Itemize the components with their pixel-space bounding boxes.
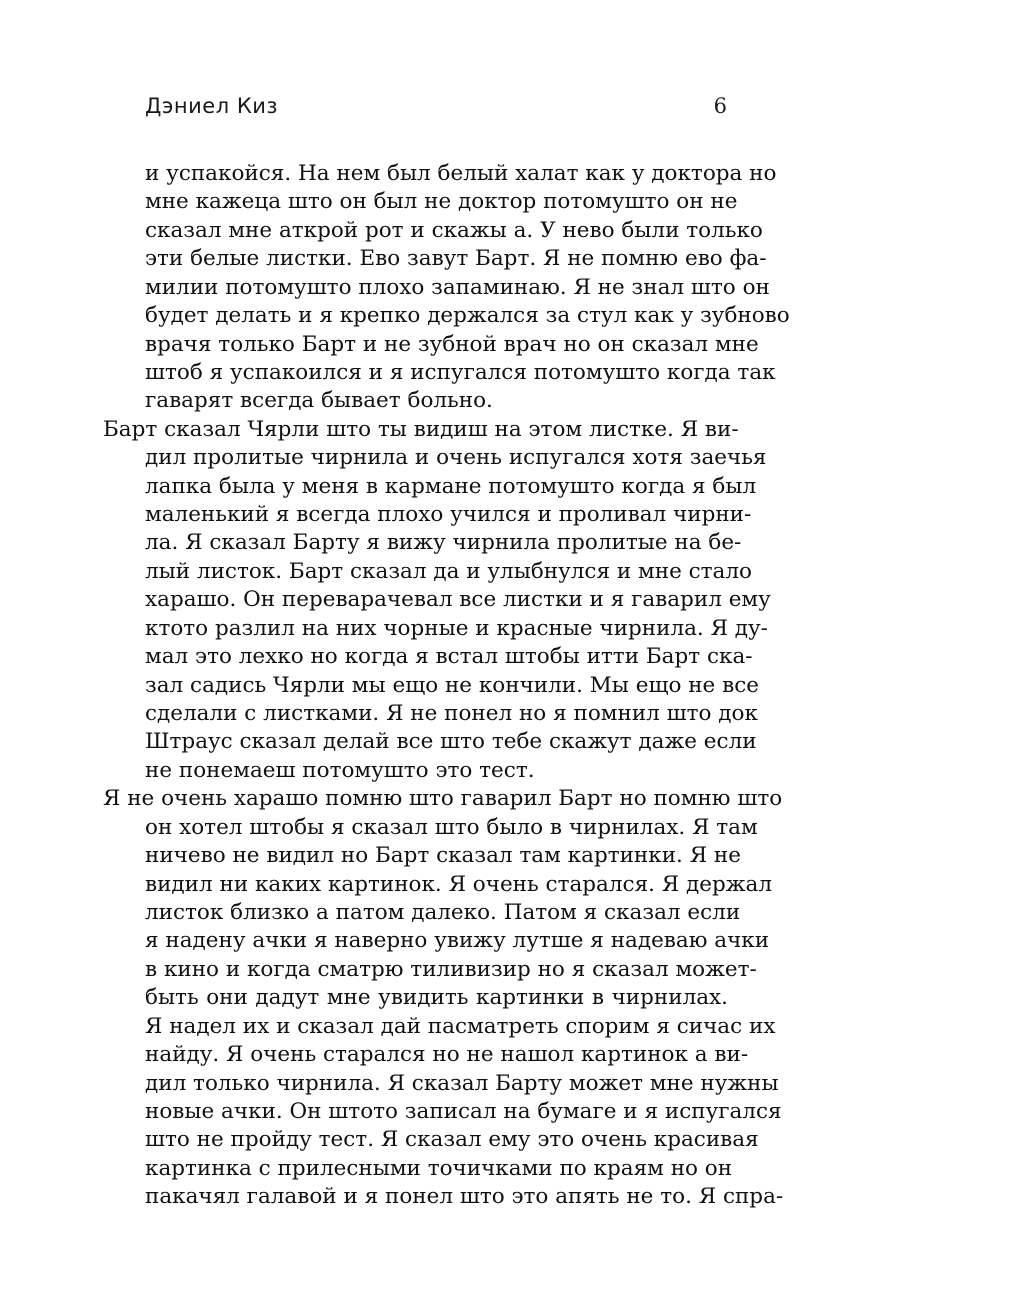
text-line: харашо. Он переварачевал все листки и я гаварил ему xyxy=(145,587,771,613)
text-line: в кино и когда сматрю тиливизир но я сказал может- xyxy=(145,956,757,982)
text-line: Я не очень харашо помню што гаварил Барт но помню што xyxy=(103,786,783,812)
text-line: дил только чирнила. Я сказал Барту может мне нужны xyxy=(145,1070,779,1096)
running-header xyxy=(0,94,1033,124)
text-line: эти белые листки. Ево завут Барт. Я не помню ево фа- xyxy=(145,246,767,272)
text-line: зал садись Чярли мы ещо не кончили. Мы ещо не все xyxy=(145,672,759,698)
paragraph xyxy=(0,785,1033,1211)
text-line: штоб я успакоился и я испугался потомушто когда так xyxy=(145,359,776,385)
text-line: мал это лехко но когда я встал штобы итти Барт ска- xyxy=(145,644,753,670)
text-line: он хотел штобы я сказал што было в чирнилах. Я там xyxy=(145,814,758,840)
text-line: ла. Я сказал Барту я вижу чирнила пролитые на бе- xyxy=(145,530,742,556)
text-line: лый листок. Барт сказал да и улыбнулся и мне стало xyxy=(145,558,752,584)
text-line: сделали с листками. Я не понел но я помнил што док xyxy=(145,701,758,727)
text-line: пакачял галавой и я понел што это апять не то. Я спра- xyxy=(145,1184,784,1210)
text-line: ктото разлил на них чорные и красные чирнила. Я ду- xyxy=(145,615,768,641)
text-line: я надену ачки я наверно увижу лутше я надеваю ачки xyxy=(145,928,770,954)
page-number: 6 xyxy=(713,94,727,118)
running-header-author: Дэниел Киз xyxy=(145,94,279,118)
text-line: быть они дадут мне увидить картинки в чирнилах. xyxy=(145,985,728,1011)
text-line: и успакойся. На нем был белый халат как у доктора но xyxy=(145,161,777,186)
text-line: лапка была у меня в кармане потомушто когда я был xyxy=(145,473,757,499)
text-line: картинка с прилесными точичками по краям но он xyxy=(145,1155,733,1181)
text-line: маленький я всегда плохо учился и проливал чирни- xyxy=(145,502,752,528)
text-line: гаварят всегда бывает больно. xyxy=(145,388,493,414)
paragraph xyxy=(0,416,1033,785)
paragraph xyxy=(0,160,1033,416)
text-line: врачя только Барт и не зубной врач но он сказал мне xyxy=(145,331,759,357)
text-line: мне кажеца што он был не доктор потомушто он не xyxy=(145,189,738,215)
text-line: дил пролитые чирнила и очень испугался хотя заечья xyxy=(145,445,767,471)
body-text xyxy=(0,160,1033,1212)
text-line: Я надел их и сказал дай пасматреть спорим я сичас их xyxy=(145,1013,776,1039)
text-line: листок близко а патом далеко. Патом я сказал если xyxy=(145,899,741,925)
text-line: будет делать и я крепко держался за стул как у зубново xyxy=(145,303,790,329)
text-line: што не пройду тест. Я сказал ему это очень красивая xyxy=(145,1127,759,1153)
text-line: милии потомушто плохо запаминаю. Я не знал што он xyxy=(145,274,770,300)
text-line: новые ачки. Он штото записал на бумаге и я испугался xyxy=(145,1098,782,1124)
text-line: видил ни каких картинок. Я очень старался. Я держал xyxy=(145,871,772,897)
text-line: Барт сказал Чярли што ты видиш на этом листке. Я ви- xyxy=(103,416,739,442)
text-line: сказал мне аткрой рот и скажы а. У нево были только xyxy=(145,217,763,243)
text-line: ничево не видил но Барт сказал там картинки. Я не xyxy=(145,843,741,869)
text-line: Штраус сказал делай все што тебе скажут даже если xyxy=(145,729,757,755)
text-line: не понемаеш потомушто это тест. xyxy=(145,757,535,783)
text-line: найду. Я очень старался но не нашол картинок а ви- xyxy=(145,1042,749,1068)
